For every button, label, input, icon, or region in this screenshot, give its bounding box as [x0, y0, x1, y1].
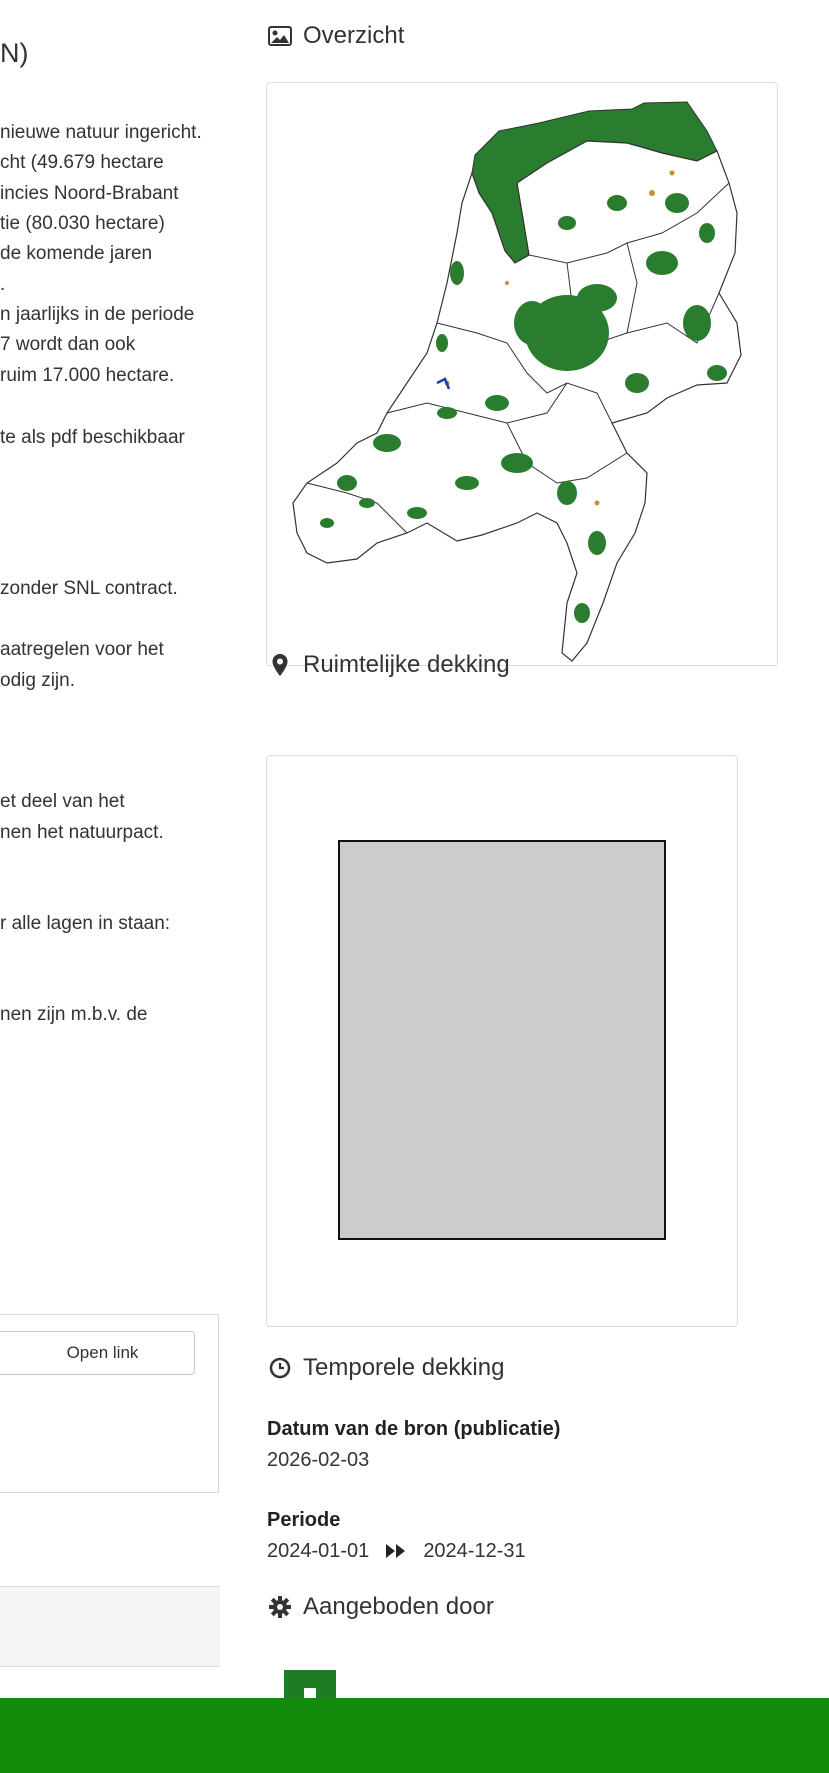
map-marker-icon	[267, 652, 293, 678]
open-link-button[interactable]: Open link	[0, 1331, 195, 1375]
offered-by-heading-label: Aangeboden door	[303, 1593, 494, 1620]
description-line: ruim 17.000 hectare.	[0, 365, 175, 386]
fast-forward-icon	[383, 1538, 409, 1564]
period-range	[267, 1538, 526, 1564]
description-line: n jaarlijks in de periode	[0, 304, 195, 325]
description-line: tie (80.030 hectare)	[0, 213, 165, 234]
source-date-label: Datum van de bron (publicatie)	[267, 1418, 561, 1440]
description-line: cht (49.679 hectare	[0, 152, 164, 173]
offered-by-heading	[267, 1593, 494, 1621]
description-line: zonder SNL contract.	[0, 578, 178, 599]
description-line: .	[0, 274, 6, 295]
overview-map	[266, 82, 778, 666]
description-line: r alle lagen in staan:	[0, 913, 171, 934]
image-icon	[267, 23, 293, 49]
page-title: N)	[0, 38, 29, 68]
gear-icon	[267, 1594, 293, 1620]
description-line: odig zijn.	[0, 670, 75, 691]
source-date-value: 2026-02-03	[267, 1449, 370, 1471]
temporal-coverage-heading	[267, 1354, 504, 1382]
description-line: nen het natuurpact.	[0, 822, 164, 843]
description-line: te als pdf beschikbaar	[0, 427, 185, 448]
period-start: 2024-01-01	[267, 1539, 370, 1562]
description-line: et deel van het	[0, 791, 125, 812]
clock-icon	[267, 1355, 293, 1381]
description-line: de komende jaren	[0, 243, 153, 264]
overview-heading	[267, 22, 404, 50]
netherlands-map-image	[267, 83, 777, 665]
resource-footer-strip	[0, 1586, 220, 1667]
description-line: incies Noord-Brabant	[0, 183, 179, 204]
overview-heading-label: Overzicht	[303, 22, 405, 49]
spatial-coverage-heading-label: Ruimtelijke dekking	[303, 651, 510, 678]
temporal-coverage-heading-label: Temporele dekking	[303, 1354, 505, 1381]
page-footer	[0, 1698, 829, 1773]
description-line: nieuwe natuur ingericht.	[0, 122, 202, 143]
description-line: aatregelen voor het	[0, 639, 164, 660]
period-end: 2024-12-31	[423, 1539, 526, 1562]
coverage-extent-rectangle	[338, 840, 666, 1240]
period-label: Periode	[267, 1509, 341, 1531]
description-line: nen zijn m.b.v. de	[0, 1004, 148, 1025]
spatial-coverage-heading	[267, 651, 510, 679]
description-line: 7 wordt dan ook	[0, 334, 136, 355]
